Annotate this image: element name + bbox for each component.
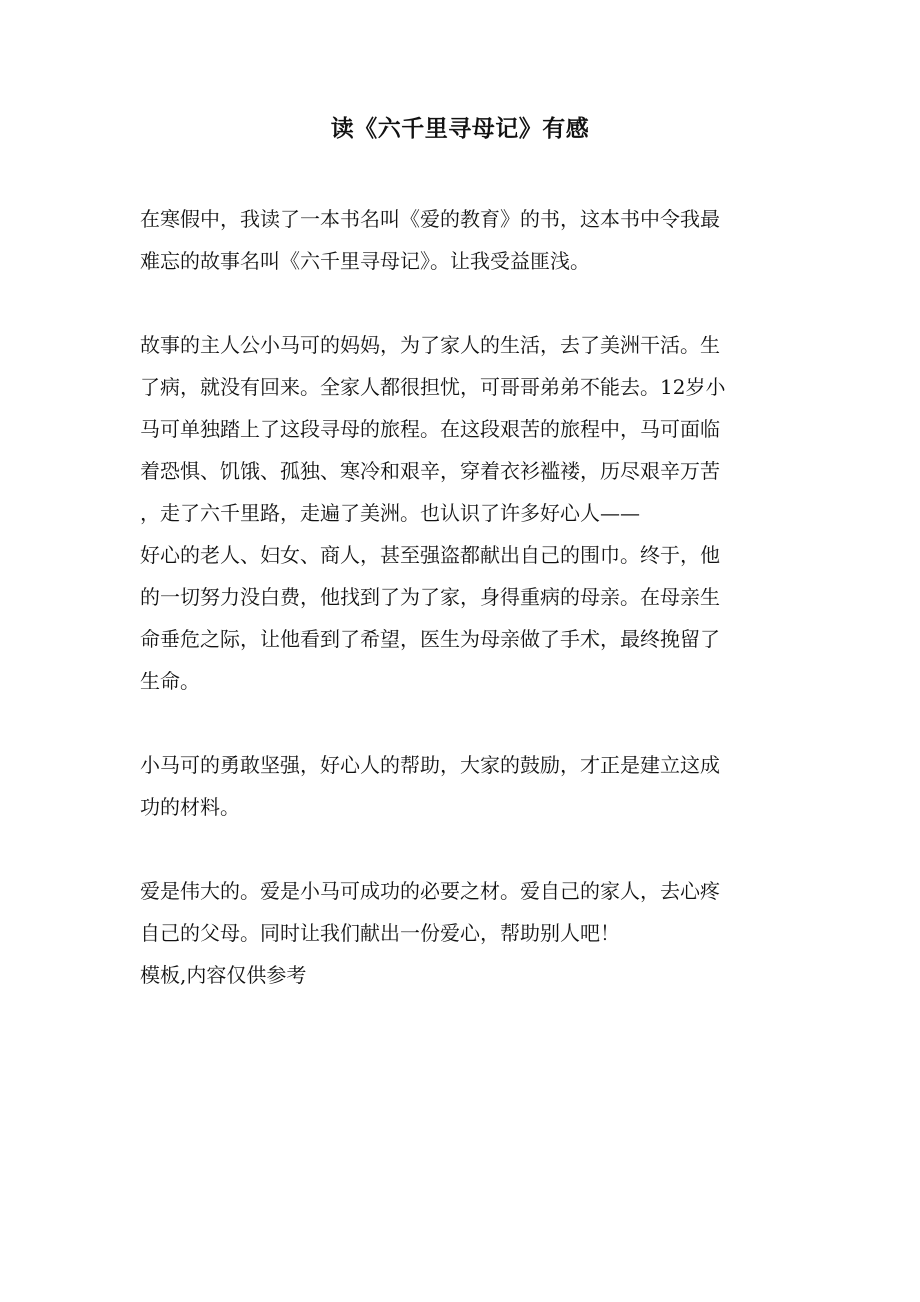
paragraph-4: 爱是伟大的。爱是小马可成功的必要之材。爱自己的家人，去心疼 自己的父母。同时让我们献出一份爱心，帮助别人吧！ xyxy=(140,879,720,945)
document-body xyxy=(140,198,770,996)
document-title: 读《六千里寻母记》有感 xyxy=(330,115,590,142)
paragraph-1: 在寒假中，我读了一本书名叫《爱的教育》的书，这本书中令我最 难忘的故事名叫《六千里寻母记》。让我受益匪浅。 xyxy=(140,207,720,273)
footer-note: 模板,内容仅供参考 xyxy=(140,963,307,987)
paragraph-2: 故事的主人公小马可的妈妈，为了家人的生活，去了美洲干活。生 了病，就没有回来。全家人都很担忧，可哥哥弟弟不能去。12岁小 马可单独踏上了这段寻母的旅程。在这段艰苦的旅程中，马可面临 着恐惧、饥饿、孤独、寒冷和艰辛，穿着衣衫褴褛，历尽艰辛万苦 ，走了六千里路，走遍了美洲。也认识了许多好心人—— 好心的老人、妇女、商人，甚至强盗都献出自己的围巾。终于，他 的一切努力没白费，他找到了为了家，身得重病的母亲。在母亲生 命垂危之际，让他看到了希望，医生为母亲做了手术，最终挽留了 生命。 xyxy=(140,333,726,693)
paragraph-3: 小马可的勇敢坚强，好心人的帮助，大家的鼓励，才正是建立这成 功的材料。 xyxy=(140,753,720,819)
